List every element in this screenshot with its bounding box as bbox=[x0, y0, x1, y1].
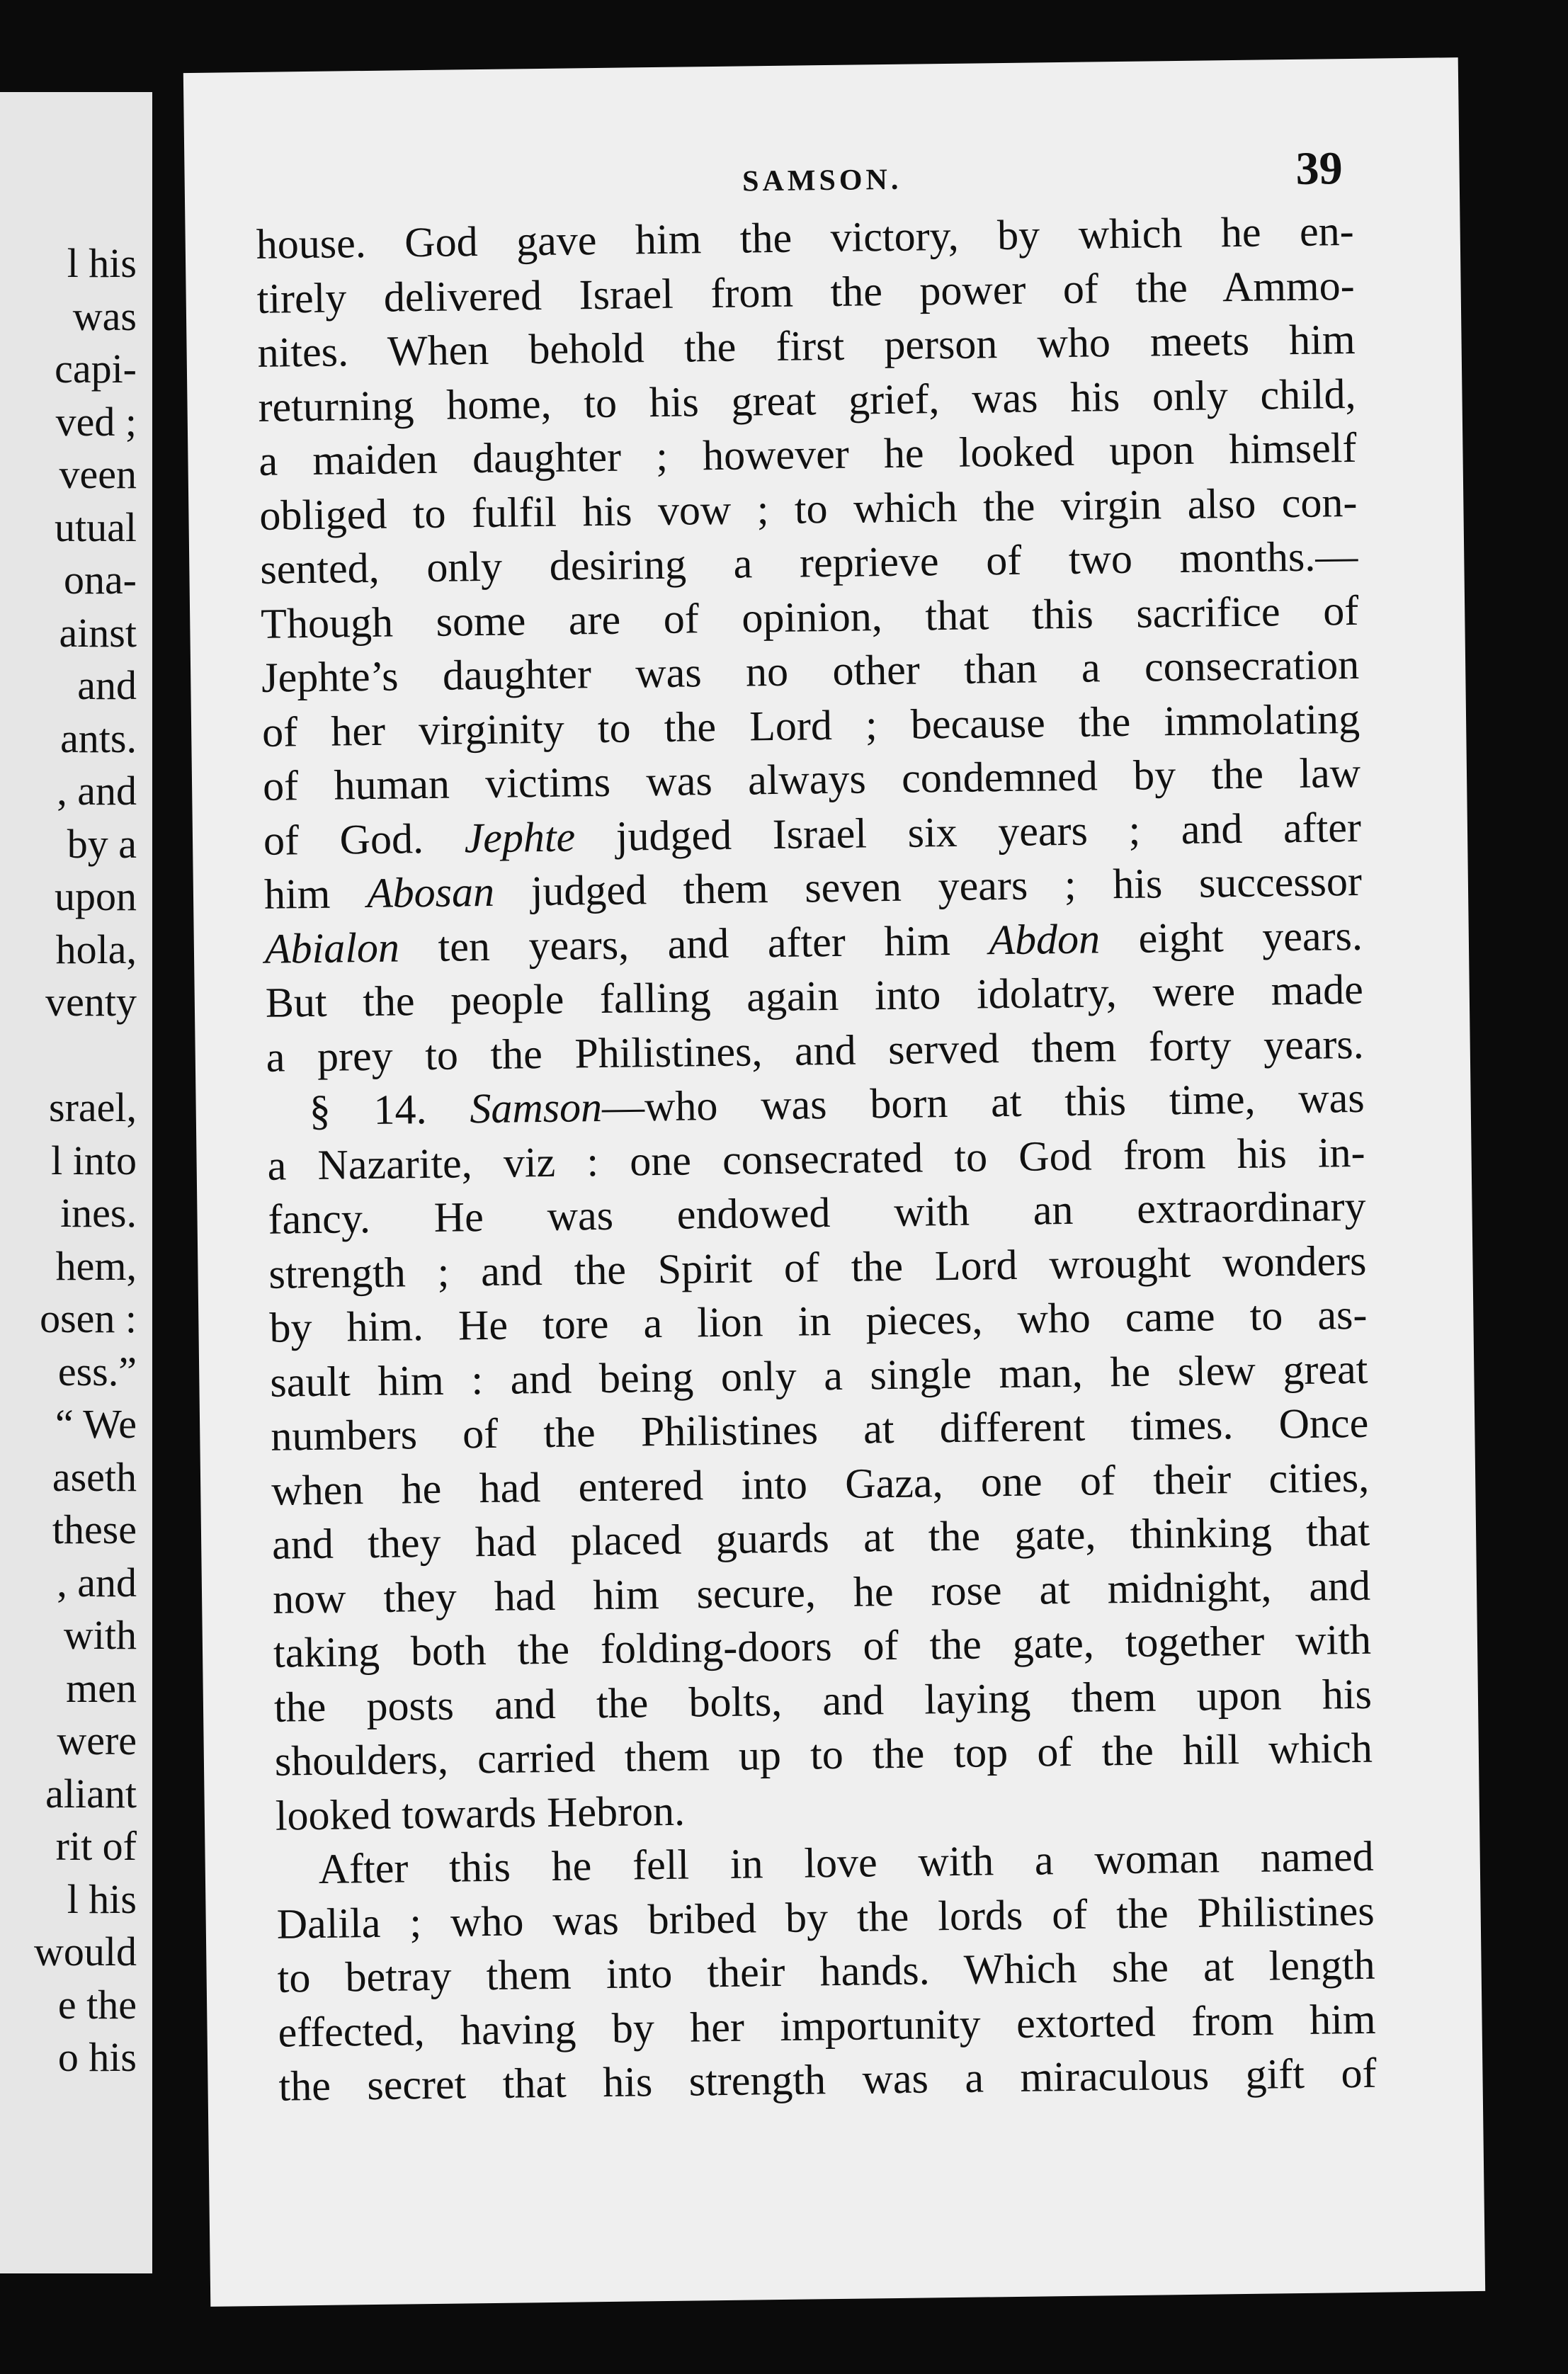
left-page-line: ainst bbox=[59, 609, 137, 656]
left-page-line: ines. bbox=[60, 1190, 137, 1236]
text-segment: him bbox=[263, 870, 331, 918]
running-head: SAMSON. bbox=[742, 163, 902, 198]
left-page-line: were bbox=[57, 1717, 137, 1764]
text-line: to betray them into their hands. Which she at length bbox=[277, 1941, 1375, 2001]
left-page-line: utual bbox=[55, 504, 137, 550]
text-line: returning home, to his great grief, was his only child, bbox=[258, 370, 1356, 431]
text-segment: of God. bbox=[263, 814, 424, 864]
left-page-line: osen : bbox=[40, 1295, 137, 1341]
text-line: of human victims was always condemned by the law bbox=[262, 749, 1361, 810]
left-page-line: hola, bbox=[55, 926, 137, 972]
left-page-line: capi- bbox=[55, 346, 137, 392]
text-segment: eight years. bbox=[1138, 911, 1363, 962]
left-page-text bbox=[34, 237, 137, 2084]
left-page-line: l his bbox=[67, 1875, 137, 1922]
section-number: § 14. bbox=[309, 1086, 427, 1135]
left-page-line: with bbox=[63, 1612, 137, 1658]
left-page-line: venty bbox=[45, 979, 137, 1025]
left-page-line: and bbox=[77, 662, 137, 708]
body-text bbox=[256, 204, 1377, 2113]
text-line: sented, only desiring a reprieve of two months.— bbox=[259, 532, 1358, 593]
left-page-line: ess.” bbox=[57, 1348, 137, 1395]
text-line: Though some are of opinion, that this sacrifice of bbox=[260, 586, 1359, 647]
text-line: After this he fell in love with a woman named bbox=[318, 1832, 1375, 1892]
text-line: by him. He tore a lion in pieces, who came to as- bbox=[269, 1290, 1368, 1351]
text-line: sault him : and being only a single man, he slew great bbox=[269, 1345, 1368, 1406]
text-segment: ten years, and after him bbox=[438, 916, 951, 970]
page-number: 39 bbox=[1295, 142, 1343, 195]
left-page-line: ants. bbox=[60, 715, 137, 761]
text-line: the secret that his strength was a miraculous gift of bbox=[278, 2049, 1377, 2110]
left-page-line: rit of bbox=[55, 1823, 137, 1869]
italic-name: Jephte bbox=[464, 812, 576, 861]
left-page-line: e the bbox=[57, 1981, 137, 2028]
text-line: of her virginity to the Lord ; because the immolating bbox=[261, 695, 1360, 756]
text-segment: judged Israel six years ; and after bbox=[615, 803, 1362, 860]
left-page-line: these bbox=[52, 1506, 137, 1552]
text-line: a Nazarite, viz : one consecrated to God from his in- bbox=[267, 1128, 1365, 1189]
left-page-line: , and bbox=[57, 1559, 137, 1606]
left-page-line: l his bbox=[67, 240, 137, 286]
left-page-line: aseth bbox=[52, 1453, 137, 1500]
text-line: taking both the folding-doors of the gate, together with bbox=[273, 1615, 1372, 1676]
text-line: effected, having by her importunity extorted from him bbox=[278, 1995, 1376, 2056]
text-line: a maiden daughter ; however he looked upon himself bbox=[259, 424, 1357, 484]
text-line: house. God gave him the victory, by which he en- bbox=[256, 207, 1355, 268]
text-line: But the people falling again into idolatry, were made bbox=[265, 965, 1364, 1026]
text-line: tirely delivered Israel from the power of the Ammo- bbox=[256, 261, 1355, 322]
left-page-line: l into bbox=[51, 1137, 137, 1183]
text-line: the posts and the bolts, and laying them upon his bbox=[273, 1670, 1373, 1731]
left-page-line: srael, bbox=[49, 1084, 137, 1130]
left-page-line: was bbox=[72, 293, 137, 339]
left-page-line: aliant bbox=[45, 1770, 137, 1817]
text-line: numbers of the Philistines at different times. Once bbox=[270, 1399, 1369, 1460]
left-page-line: veen bbox=[59, 451, 137, 497]
text-line: now they had him secure, he rose at midnight, and bbox=[272, 1562, 1371, 1623]
left-page-line: would bbox=[34, 1929, 137, 1975]
text-line: Jephte’s daughter was no other than a consecration bbox=[261, 640, 1360, 701]
left-page-line: , and bbox=[57, 768, 137, 814]
text-segment: judged them seven years ; his successor bbox=[530, 857, 1363, 915]
book-page bbox=[183, 57, 1485, 2307]
italic-name: Abdon bbox=[988, 914, 1101, 963]
text-line: looked towards Hebron. bbox=[275, 1787, 686, 1839]
italic-name: Abosan bbox=[366, 868, 495, 917]
text-segment: —who was born at this time, was bbox=[601, 1074, 1365, 1130]
text-line: nites. When behold the first person who meets him bbox=[257, 315, 1356, 376]
left-page-line: ved ; bbox=[55, 398, 137, 445]
left-page-line: ona- bbox=[63, 557, 137, 603]
text-line: a prey to the Philistines, and served them forty years. bbox=[266, 1020, 1365, 1081]
left-page-line: upon bbox=[55, 873, 137, 919]
italic-name: Samson bbox=[469, 1084, 603, 1132]
left-page-line: “ We bbox=[55, 1401, 137, 1447]
text-line: and they had placed guards at the gate, thinking that bbox=[271, 1507, 1370, 1568]
text-line: strength ; and the Spirit of the Lord wrought wonders bbox=[268, 1237, 1367, 1297]
text-line: fancy. He was endowed with an extraordinary bbox=[268, 1182, 1366, 1243]
left-page-line: men bbox=[66, 1664, 137, 1711]
italic-name: Abialon bbox=[264, 923, 400, 972]
left-page-fragment bbox=[0, 92, 152, 2273]
text-line: obliged to fulfil his vow ; to which the virgin also con- bbox=[259, 478, 1358, 539]
left-page-line bbox=[34, 1029, 137, 1082]
left-page-line: hem, bbox=[55, 1242, 137, 1289]
left-page-line: by a bbox=[67, 820, 137, 867]
left-page-line: o his bbox=[57, 2034, 137, 2080]
text-line: when he had entered into Gaza, one of their cities, bbox=[271, 1453, 1370, 1514]
text-line: shoulders, carried them up to the top of the hill which bbox=[274, 1724, 1373, 1785]
text-line: Dalila ; who was bribed by the lords of the Philistines bbox=[276, 1887, 1375, 1948]
